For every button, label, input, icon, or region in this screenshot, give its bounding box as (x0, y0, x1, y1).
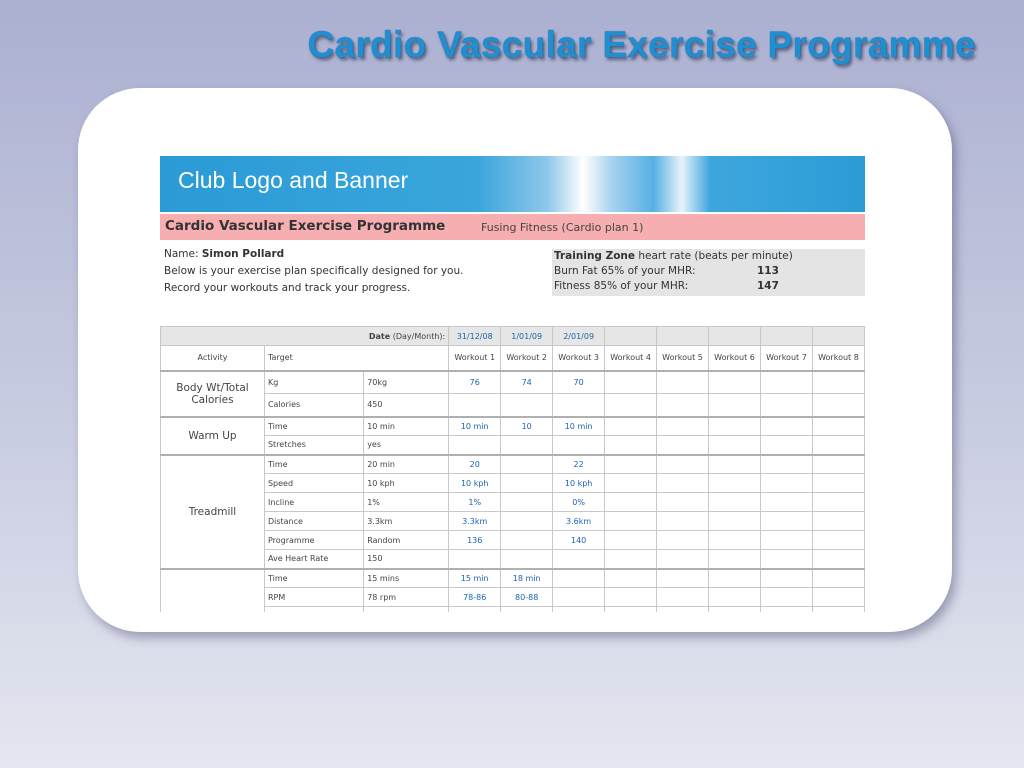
target-value-cell: 70kg (364, 371, 449, 394)
date-row (161, 327, 865, 346)
workout-cell[interactable] (760, 531, 812, 550)
workout-cell[interactable] (605, 455, 657, 474)
date-label-bold: Date (368, 331, 391, 341)
client-info (164, 246, 463, 297)
workout-cell[interactable] (709, 550, 761, 569)
workout-cell[interactable]: 10 kph (449, 474, 501, 493)
workout-cell[interactable] (812, 394, 864, 417)
program-subtitle: Fusing Fitness (Cardio plan 1) (481, 221, 644, 234)
col-workout: Workout 1 (449, 346, 501, 371)
program-header (160, 214, 865, 240)
workout-cell[interactable]: 18 min (501, 569, 553, 588)
table-row (161, 417, 865, 436)
workout-cell[interactable] (812, 371, 864, 394)
target-label-cell: Ave Heart Rate (264, 550, 363, 569)
workout-cell[interactable]: 10 (501, 417, 553, 436)
workout-cell[interactable] (657, 474, 709, 493)
workout-cell[interactable] (812, 569, 864, 588)
col-workout: Workout 2 (501, 346, 553, 371)
workout-cell[interactable] (501, 455, 553, 474)
target-label-cell: Kg (264, 371, 363, 394)
workout-cell[interactable] (657, 607, 709, 613)
workout-cell[interactable] (605, 569, 657, 588)
target-value-cell: 10 kph (364, 474, 449, 493)
date-cell[interactable] (760, 327, 812, 346)
table-row (161, 512, 865, 531)
workout-cell[interactable] (760, 474, 812, 493)
workout-cell[interactable] (553, 394, 605, 417)
workout-cell[interactable]: 76 (449, 371, 501, 394)
workout-cell[interactable] (553, 607, 605, 613)
workout-cell[interactable]: 3.6km (553, 512, 605, 531)
name-label: Name: (164, 248, 199, 260)
target-value-cell: 150 (364, 550, 449, 569)
workout-cell[interactable]: 136 (449, 531, 501, 550)
workout-cell[interactable] (709, 569, 761, 588)
workout-cell[interactable]: 140 (553, 531, 605, 550)
col-workout: Workout 6 (709, 346, 761, 371)
workout-cell[interactable] (812, 417, 864, 436)
burn-fat-value: 113 (757, 265, 779, 277)
table-row (161, 455, 865, 474)
table-row (161, 607, 865, 613)
workout-cell[interactable] (657, 455, 709, 474)
workout-cell[interactable] (709, 512, 761, 531)
workout-cell[interactable] (657, 436, 709, 455)
target-value-cell: 3.3km (364, 512, 449, 531)
workout-cell[interactable]: 3.3km (449, 512, 501, 531)
workout-cell[interactable] (605, 550, 657, 569)
target-value-cell: yes (364, 436, 449, 455)
target-label-cell: Distance (264, 512, 363, 531)
workout-cell[interactable] (709, 417, 761, 436)
workout-cell[interactable]: 78-86 (449, 588, 501, 607)
date-cell[interactable] (709, 327, 761, 346)
date-cell[interactable]: 2/01/09 (553, 327, 605, 346)
program-title: Cardio Vascular Exercise Programme (165, 218, 446, 234)
burn-fat-label: Burn Fat 65% of your MHR: (554, 265, 696, 277)
target-value-cell: 1% (364, 493, 449, 512)
workout-cell[interactable] (760, 607, 812, 613)
target-value-cell (364, 607, 449, 613)
workout-cell[interactable]: 10 min (449, 417, 501, 436)
workout-cell[interactable]: 15 min (449, 569, 501, 588)
workout-cell[interactable] (605, 436, 657, 455)
target-label-cell: Time (264, 417, 363, 436)
workout-cell[interactable] (709, 455, 761, 474)
exercise-sheet (160, 156, 865, 612)
activity-cell: Warm Up (161, 417, 265, 455)
workout-cell[interactable] (553, 436, 605, 455)
workout-cell[interactable] (449, 436, 501, 455)
workout-cell[interactable] (812, 493, 864, 512)
zone-title: Training Zone (554, 250, 636, 262)
date-cell[interactable] (605, 327, 657, 346)
workout-cell[interactable] (449, 550, 501, 569)
workout-cell[interactable] (605, 531, 657, 550)
workout-cell[interactable] (553, 550, 605, 569)
target-label-cell: Time (264, 569, 363, 588)
target-label-cell: Stretches (264, 436, 363, 455)
workout-cell[interactable] (812, 474, 864, 493)
col-workout: Workout 7 (760, 346, 812, 371)
activity-cell (161, 569, 265, 613)
workout-cell[interactable] (501, 436, 553, 455)
table-row (161, 371, 865, 394)
target-label-cell: Incline (264, 493, 363, 512)
workout-cell[interactable] (760, 550, 812, 569)
workout-cell[interactable] (605, 512, 657, 531)
target-value-cell: 450 (364, 394, 449, 417)
workout-cell[interactable] (553, 588, 605, 607)
workout-cell[interactable] (605, 394, 657, 417)
workout-cell[interactable]: 1% (449, 493, 501, 512)
date-cell[interactable]: 1/01/09 (501, 327, 553, 346)
workout-cell[interactable] (657, 512, 709, 531)
workout-cell[interactable] (760, 371, 812, 394)
banner-text: Club Logo and Banner (178, 167, 409, 193)
workout-cell[interactable] (657, 417, 709, 436)
workout-cell[interactable] (605, 607, 657, 613)
workout-cell[interactable] (812, 512, 864, 531)
workout-cell[interactable] (709, 493, 761, 512)
workout-cell[interactable]: 10 min (553, 417, 605, 436)
target-value-cell: 20 min (364, 455, 449, 474)
workout-cell[interactable] (501, 394, 553, 417)
table-row (161, 550, 865, 569)
target-value-cell: 15 mins (364, 569, 449, 588)
date-label (161, 327, 449, 346)
date-label-rest: (Day/Month): (392, 331, 446, 341)
workout-cell[interactable] (657, 569, 709, 588)
workout-cell[interactable]: 20 (449, 455, 501, 474)
workout-cell[interactable] (605, 417, 657, 436)
workout-cell[interactable] (553, 569, 605, 588)
training-zone-box (552, 249, 865, 296)
workout-cell[interactable]: 80-88 (501, 588, 553, 607)
workout-cell[interactable] (812, 436, 864, 455)
workout-cell[interactable] (760, 417, 812, 436)
workout-cell[interactable] (657, 531, 709, 550)
workout-cell[interactable] (501, 474, 553, 493)
fitness-value: 147 (757, 280, 779, 292)
workout-cell[interactable]: 10 kph (553, 474, 605, 493)
workout-cell[interactable] (657, 371, 709, 394)
workout-cell[interactable]: 70 (553, 371, 605, 394)
intro-line-1: Below is your exercise plan specifically designed for you. (164, 265, 464, 277)
workout-cell[interactable] (657, 588, 709, 607)
col-workout: Workout 5 (657, 346, 709, 371)
workout-cell[interactable] (760, 588, 812, 607)
workout-cell[interactable]: 0% (553, 493, 605, 512)
workout-cell[interactable] (449, 394, 501, 417)
workout-cell[interactable] (760, 569, 812, 588)
date-cell[interactable] (657, 327, 709, 346)
target-label-cell: Time (264, 455, 363, 474)
target-label-cell: Speed (264, 474, 363, 493)
col-target: Target (264, 346, 448, 371)
table-row (161, 569, 865, 588)
target-label-cell: RPM (264, 588, 363, 607)
workout-cell[interactable]: 74 (501, 371, 553, 394)
col-workout: Workout 4 (605, 346, 657, 371)
target-value-cell: 78 rpm (364, 588, 449, 607)
workout-cell[interactable] (709, 371, 761, 394)
table-row (161, 474, 865, 493)
table-row (161, 493, 865, 512)
workout-cell[interactable] (657, 493, 709, 512)
fitness-label: Fitness 85% of your MHR: (554, 280, 689, 292)
workout-cell[interactable] (657, 550, 709, 569)
workout-cell[interactable] (709, 531, 761, 550)
workout-cell[interactable] (760, 455, 812, 474)
workout-cell[interactable] (605, 493, 657, 512)
table-row (161, 394, 865, 417)
target-value-cell: 10 min (364, 417, 449, 436)
workout-cell[interactable] (812, 588, 864, 607)
header-row (161, 346, 865, 371)
workout-cell[interactable] (812, 607, 864, 613)
col-workout: Workout 8 (812, 346, 864, 371)
club-banner (160, 156, 865, 212)
workout-cell[interactable] (657, 394, 709, 417)
activity-cell: Treadmill (161, 455, 265, 569)
workout-cell[interactable] (760, 436, 812, 455)
workout-cell[interactable] (501, 607, 553, 613)
workout-cell[interactable] (449, 607, 501, 613)
workout-table (160, 326, 865, 612)
workout-cell[interactable] (709, 607, 761, 613)
workout-cell[interactable] (709, 394, 761, 417)
intro-line-2: Record your workouts and track your progress. (164, 282, 411, 294)
client-name: Simon Pollard (201, 248, 285, 260)
target-label-cell (264, 607, 363, 613)
workout-cell[interactable] (760, 394, 812, 417)
table-row (161, 436, 865, 455)
workout-cell[interactable] (709, 436, 761, 455)
date-cell[interactable] (812, 327, 864, 346)
workout-cell[interactable] (501, 531, 553, 550)
date-cell[interactable]: 31/12/08 (449, 327, 501, 346)
workout-cell[interactable] (812, 550, 864, 569)
workout-cell[interactable] (760, 493, 812, 512)
target-label-cell: Calories (264, 394, 363, 417)
col-workout: Workout 3 (553, 346, 605, 371)
workout-cell[interactable] (605, 474, 657, 493)
workout-cell[interactable] (501, 493, 553, 512)
workout-cell[interactable] (501, 550, 553, 569)
activity-cell: Body Wt/Total Calories (161, 371, 265, 417)
col-activity: Activity (161, 346, 265, 371)
target-label-cell: Programme (264, 531, 363, 550)
workout-cell[interactable] (709, 588, 761, 607)
target-value-cell: Random (364, 531, 449, 550)
table-row (161, 531, 865, 550)
workout-cell[interactable] (760, 512, 812, 531)
workout-cell[interactable] (812, 455, 864, 474)
workout-cell[interactable] (709, 474, 761, 493)
workout-cell[interactable] (501, 512, 553, 531)
workout-cell[interactable] (812, 531, 864, 550)
workout-cell[interactable] (605, 588, 657, 607)
workout-cell[interactable] (605, 371, 657, 394)
zone-title-rest: heart rate (beats per minute) (638, 250, 793, 262)
table-row (161, 588, 865, 607)
slide-title: Cardio Vascular Exercise Programme (307, 24, 976, 65)
workout-cell[interactable]: 22 (553, 455, 605, 474)
